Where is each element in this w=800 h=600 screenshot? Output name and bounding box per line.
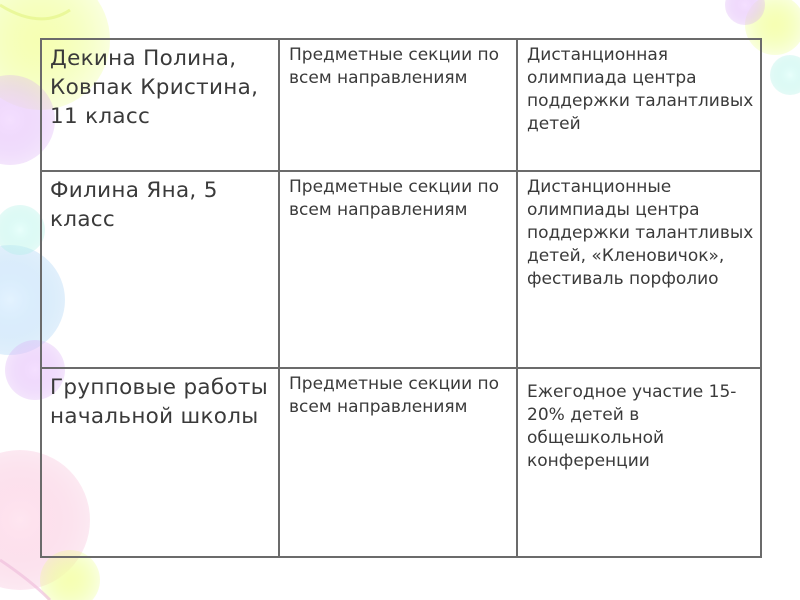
- result-text: Дистанционные олимпиады центра поддержки талантливых детей, «Кленовичок», фестиваль порфолио: [527, 177, 754, 289]
- participants-table: [40, 38, 762, 558]
- participant-name-cell: [41, 368, 279, 557]
- participant-name: Декина Полина, Ковпак Кристина, 11 класс: [50, 46, 259, 129]
- result-cell: [517, 171, 761, 368]
- participant-name: Групповые работы начальной школы: [50, 375, 268, 429]
- table-row: [41, 171, 761, 368]
- section-cell: [279, 171, 517, 368]
- participant-name: Филина Яна, 5 класс: [50, 178, 218, 232]
- section-cell: [279, 368, 517, 557]
- participant-name-cell: [41, 39, 279, 171]
- section-cell: [279, 39, 517, 171]
- result-cell: [517, 39, 761, 171]
- result-text: Ежегодное участие 15-20% детей в общешкольной конференции: [527, 382, 737, 471]
- participant-name-cell: [41, 171, 279, 368]
- result-cell: [517, 368, 761, 557]
- result-text: Дистанционная олимпиада центра поддержки талантливых детей: [527, 45, 754, 134]
- section-text: Предметные секции по всем направлениям: [289, 177, 500, 220]
- table-row: [41, 39, 761, 171]
- section-text: Предметные секции по всем направлениям: [289, 45, 500, 88]
- table-row: [41, 368, 761, 557]
- section-text: Предметные секции по всем направлениям: [289, 374, 500, 417]
